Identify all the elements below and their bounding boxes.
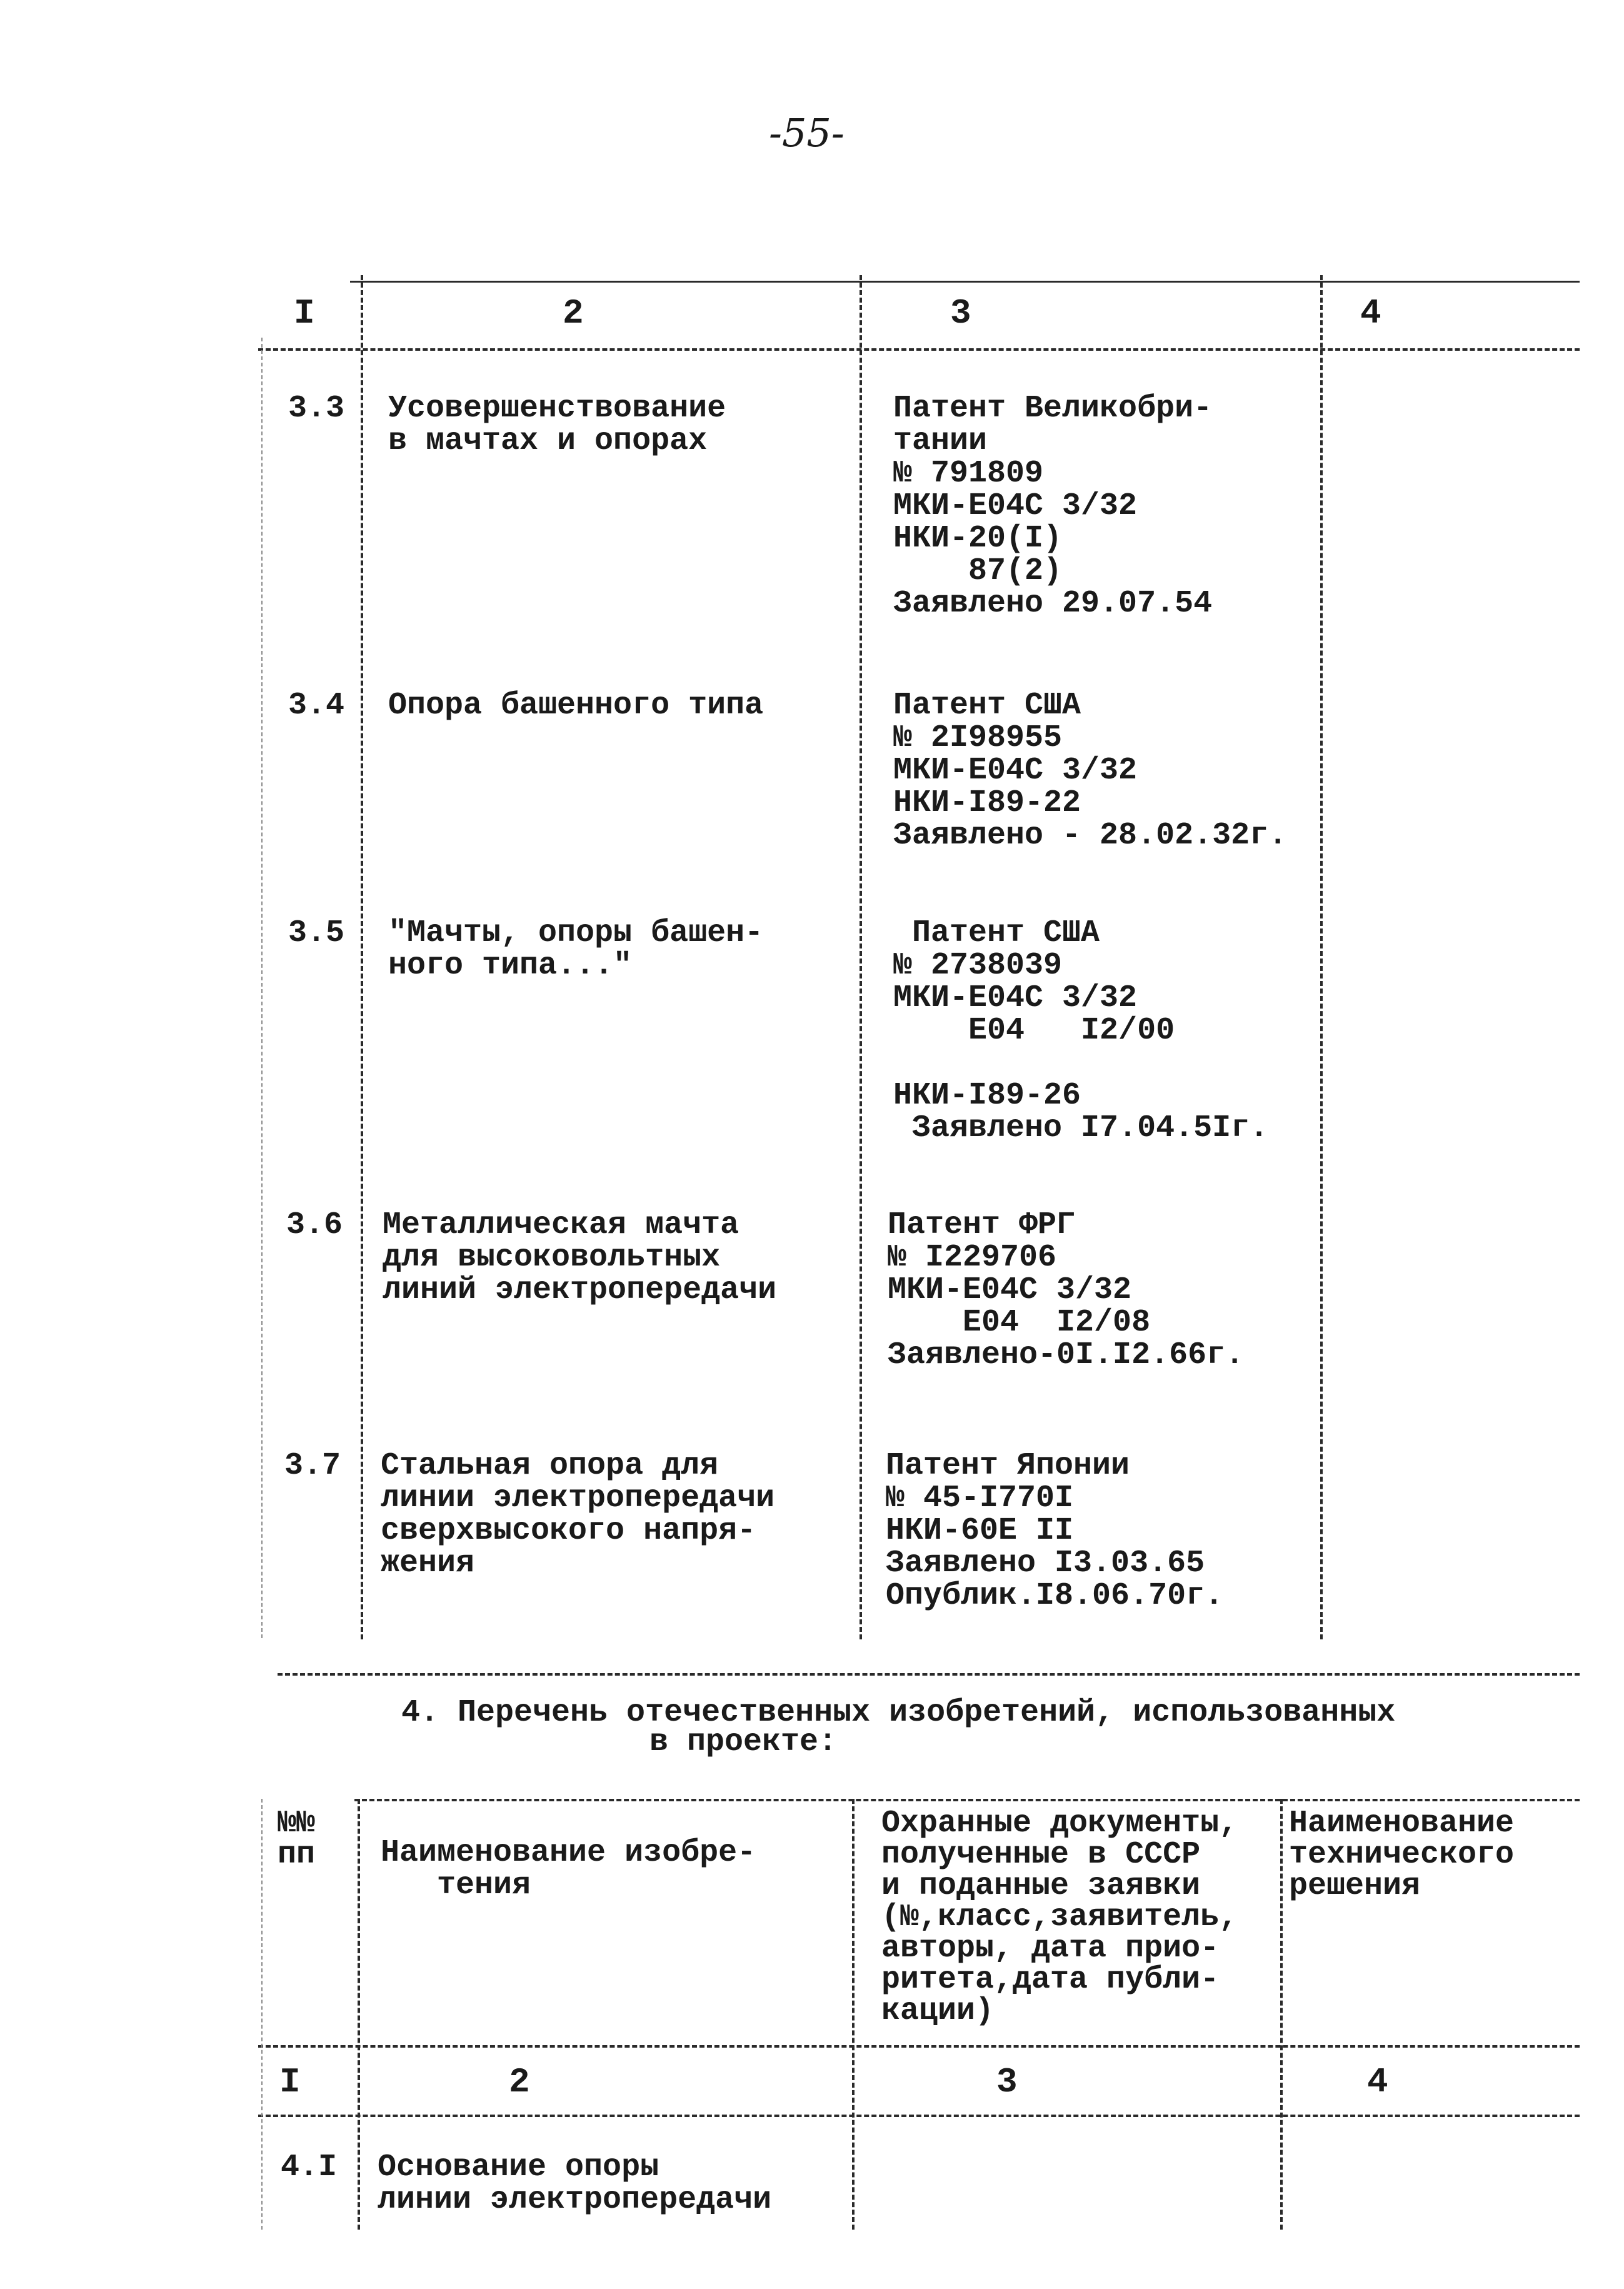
table-border (261, 1799, 263, 2230)
patent-document: Патент Великобри- тании № 791809 МКИ-Е04С 3/32 НКИ-20(I) 87(2) Заявлено 29.07.54 (893, 391, 1213, 621)
header-invention-name: Наименование изобре- тения (381, 1835, 756, 1903)
page-number: -55- (769, 110, 845, 156)
table-border (258, 2115, 1580, 2117)
column-number-3: 3 (996, 2062, 1018, 2102)
table-border (261, 338, 263, 1638)
column-number-4: 4 (1367, 2062, 1388, 2102)
row-number: 4.I (281, 2150, 338, 2185)
column-number-2: 2 (563, 293, 584, 333)
invention-name: Металлическая мачта для высоковольтных линий электропередачи (383, 1207, 777, 1308)
table-border (258, 2045, 1580, 2048)
patent-document: Патент США № 2I98955 МКИ-Е04С 3/32 НКИ-I89-22 Заявлено - 28.02.32г. (893, 688, 1288, 853)
patent-document: Патент Японии № 45-I770I НКИ-60Е II Заявлено I3.03.65 Опублик.I8.06.70г. (886, 1448, 1224, 1614)
header-protective-documents: Охранные документы, полученные в СССР и поданные заявки (№,класс,заявитель, авторы, дата прио- ритета,дата публи- кации) (881, 1806, 1238, 2029)
column-number-4: 4 (1360, 293, 1381, 333)
table-border (358, 1799, 360, 2230)
row-number: 3.7 (284, 1448, 341, 1484)
table-border (350, 281, 1580, 283)
invention-name: Основание опоры линии электропередачи (378, 2150, 772, 2218)
row-number: 3.5 (288, 915, 345, 951)
column-number-1: I (294, 293, 315, 333)
header-technical-solution: Наименование технического решения (1289, 1806, 1515, 1904)
table-border (354, 1799, 1580, 1801)
table-border (1280, 1799, 1283, 2230)
invention-name: "Мачты, опоры башен- ного типа..." (388, 915, 764, 984)
section-heading-continuation: в проекте: (649, 1724, 838, 1760)
invention-name: Стальная опора для линии электропередачи сверхвысокого напря- жения (381, 1448, 775, 1581)
patent-document: Патент США № 2738039 МКИ-Е04С 3/32 Е04 I2/00 НКИ-I89-26 Заявлено I7.04.5Iг. (893, 915, 1269, 1146)
column-number-3: 3 (950, 293, 971, 333)
row-number: 3.3 (288, 391, 345, 426)
row-number: 3.6 (286, 1207, 343, 1243)
table-border (860, 275, 862, 1639)
column-number-1: I (279, 2062, 301, 2102)
header-row-number: №№ пп (278, 1806, 316, 1873)
section-heading: 4. Перечень отечественных изобретений, использованных (401, 1695, 1396, 1731)
invention-name: Усовершенствование в мачтах и опорах (388, 391, 726, 459)
invention-name: Опора башенного типа (388, 688, 764, 723)
row-number: 3.4 (288, 688, 345, 723)
column-number-2: 2 (509, 2062, 530, 2102)
table-border (361, 275, 363, 1639)
table-border (258, 348, 1580, 351)
section-divider (278, 1673, 1580, 1676)
patent-document: Патент ФРГ № I229706 МКИ-Е04С 3/32 Е04 I2/08 Заявлено-0I.I2.66г. (888, 1207, 1245, 1373)
table-border (852, 1799, 855, 2230)
table-border (1320, 275, 1323, 1639)
